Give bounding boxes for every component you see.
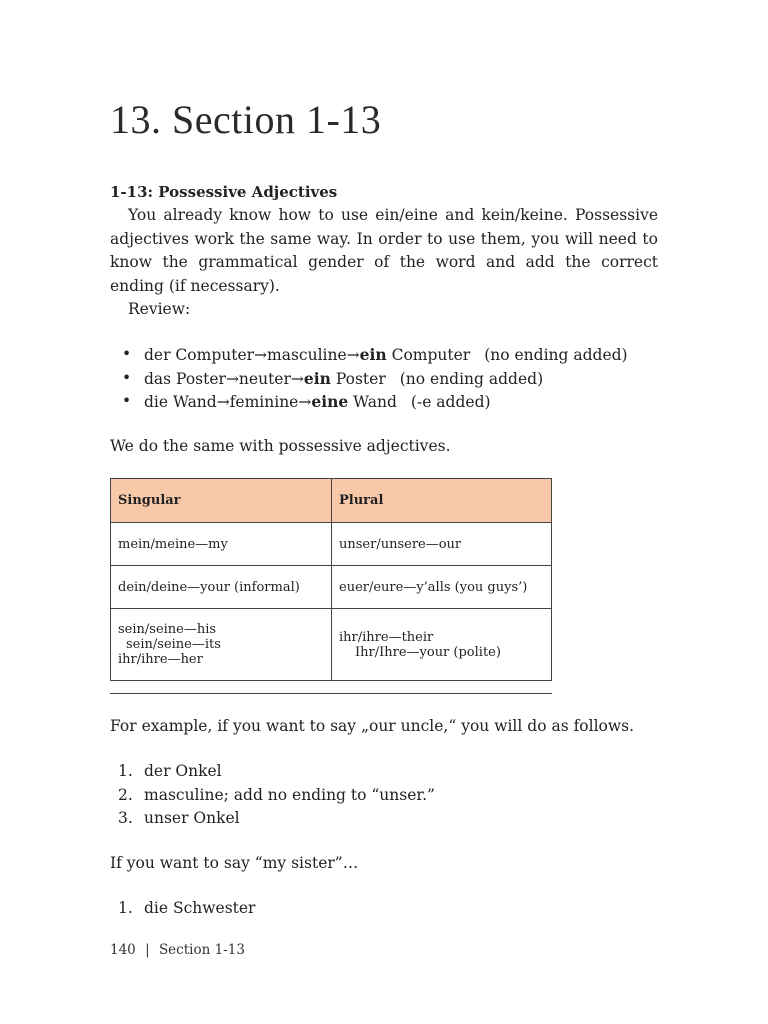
bullet-icon: • [122, 368, 132, 387]
gender-bullet-list [110, 343, 628, 414]
uncle-steps-list [110, 760, 435, 831]
table-cell-plural: unser/unsere—our [332, 523, 552, 566]
header-singular: Singular [111, 479, 332, 523]
table-cell-singular: mein/meine—my [111, 523, 332, 566]
page-footer [110, 942, 245, 958]
table-bottom-rule [110, 693, 552, 694]
list-item: 1. der Onkel [118, 762, 222, 780]
same-sentence: We do the same with possessive adjectives. [110, 437, 451, 455]
list-item: 1. die Schwester [118, 899, 256, 917]
table-row [111, 609, 552, 681]
bullet-icon: • [122, 392, 132, 410]
page-number: 140 [110, 942, 136, 958]
chapter-title: 13. Section 1-13 [110, 97, 382, 142]
bullet-icon: • [122, 345, 132, 363]
footer-separator: | [145, 942, 150, 958]
intro-text: You already know how to use ein/eine and kein/keine. Possessive adjectives work the same way. In order to use them, you will need to know the grammatical gender of the word and add the correct ending (if necessary). [110, 206, 658, 295]
section-heading: 1-13: Possessive Adjectives [110, 183, 338, 201]
review-label: Review: [128, 300, 191, 318]
sister-steps-list [110, 897, 255, 921]
table-header-row [111, 479, 552, 523]
list-item: 3. unser Onkel [118, 809, 240, 827]
table-row [111, 523, 552, 566]
sister-sentence: If you want to say “my sister”… [110, 854, 359, 872]
table-cell-plural: ihr/ihre—their Ihr/Ihre—your (polite) [332, 609, 552, 681]
table-cell-singular: dein/deine—your (informal) [111, 566, 332, 609]
footer-section: Section 1-13 [158, 942, 245, 958]
possessive-table [110, 478, 552, 681]
table-row [111, 566, 552, 609]
table-cell-plural: euer/eure—y’alls (you guys’) [332, 566, 552, 609]
bullet-item: • das Poster→neuter→ein Poster (no ending added) [110, 367, 628, 391]
bullet-item: • die Wand→feminine→eine Wand (-e added) [110, 390, 628, 414]
list-item: 2. masculine; add no ending to “unser.” [118, 785, 435, 804]
table-cell-singular: sein/seine—his sein/seine—its ihr/ihre—her [111, 609, 332, 681]
header-plural: Plural [332, 479, 552, 523]
example-sentence: For example, if you want to say „our uncle,“ you will do as follows. [110, 717, 635, 735]
bullet-item: • der Computer→masculine→ein Computer (no ending added) [110, 343, 628, 367]
intro-paragraph [110, 204, 658, 298]
